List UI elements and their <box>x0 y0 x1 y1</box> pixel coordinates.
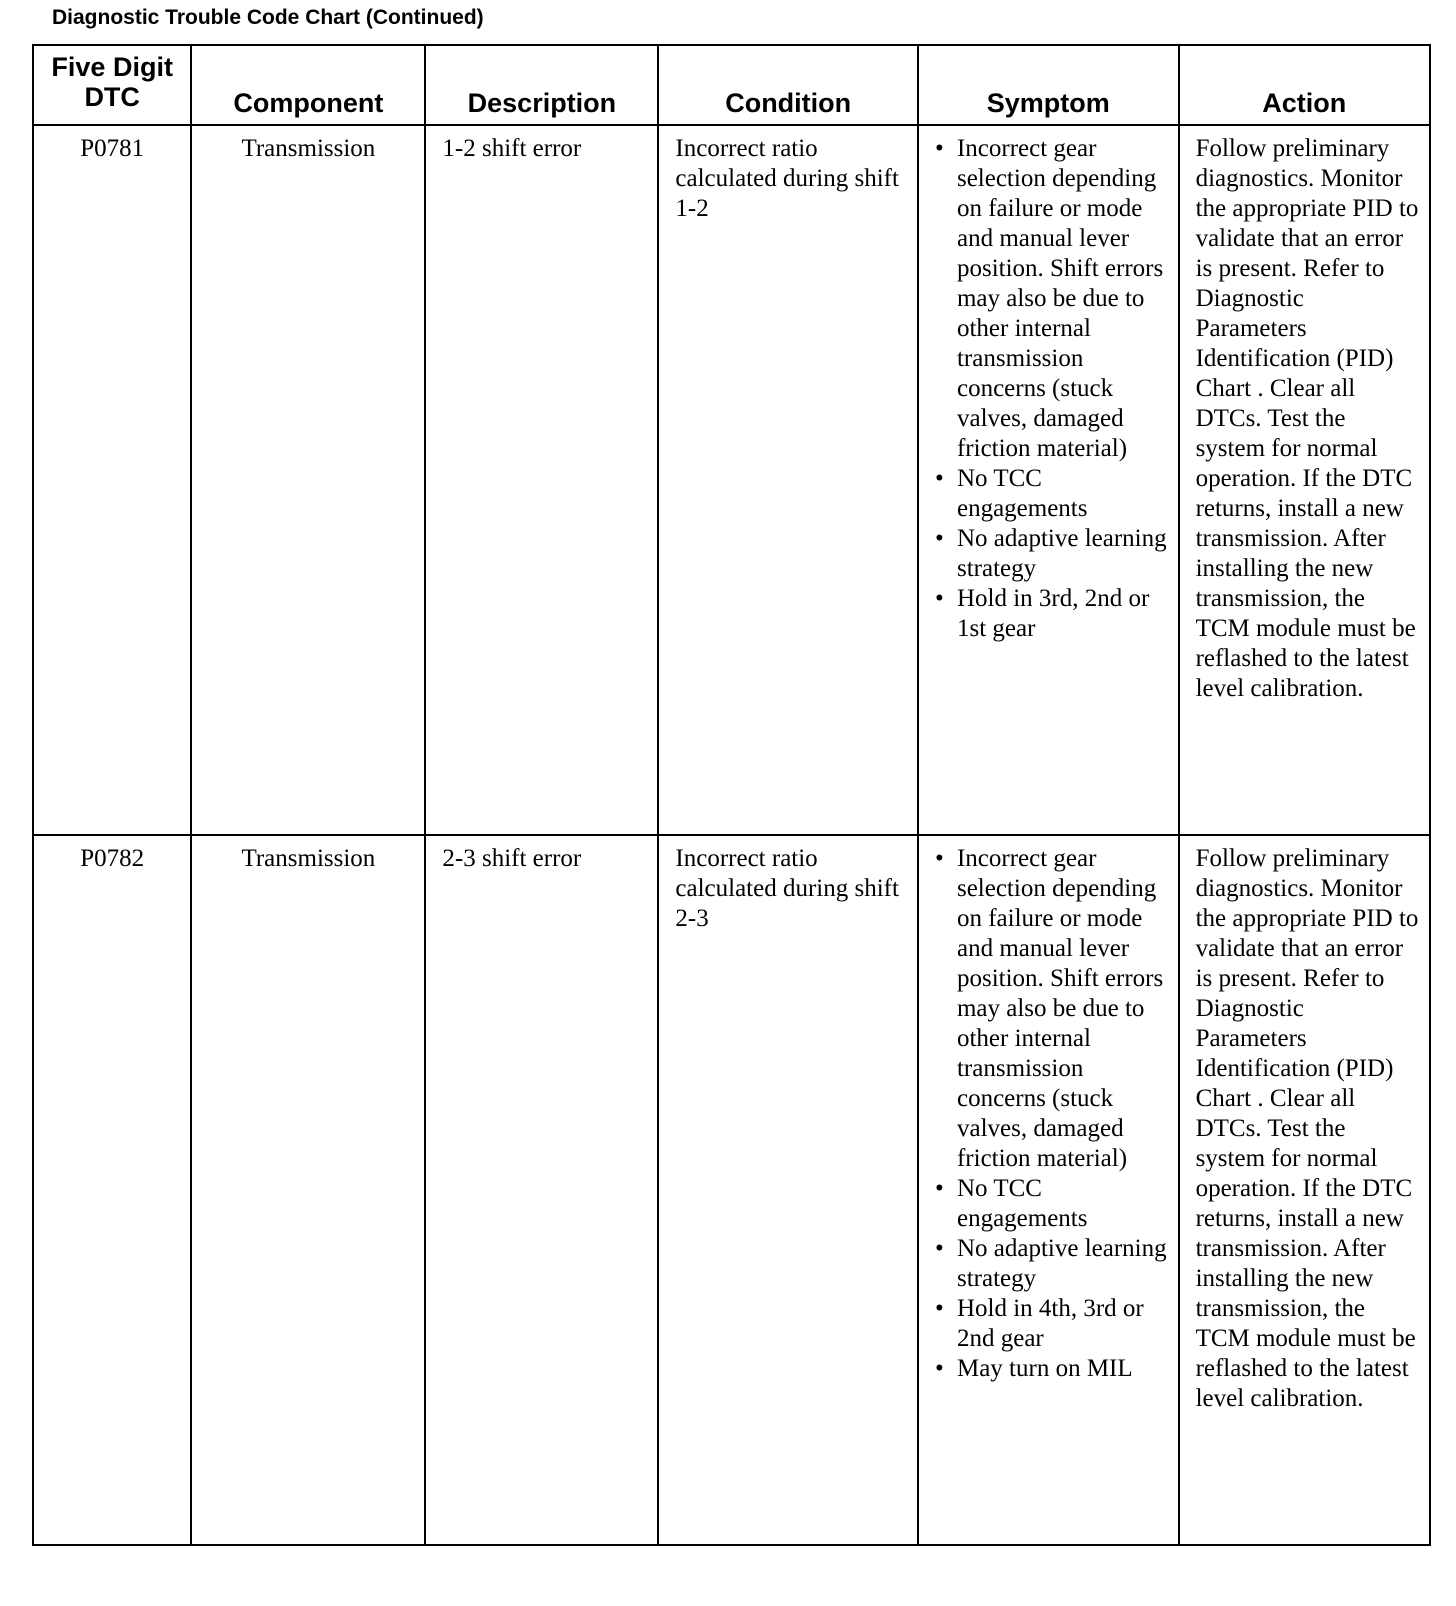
header-symptom: Symptom <box>918 45 1179 125</box>
action-cell: Follow preliminary diagnostics. Monitor the appropriate PID to validate that an error is present. Refer to Diagnostic Parameters Identification (PID) Chart . Clear all DTCs. Test the system for normal operation. If the DTC returns, install a new transmission. After installing the new transmission, the TCM module must be reflashed to the latest level calibration. <box>1179 835 1430 1545</box>
header-row <box>33 45 1430 125</box>
dtc-code: P0781 <box>33 125 191 835</box>
symptom-item: • Incorrect gear selection depending on failure or mode and manual lever position. Shift errors may also be due to other internal transmission concerns (stuck valves, damaged friction material) <box>935 134 1170 464</box>
symptom-item: • No TCC engagements <box>935 464 1170 524</box>
symptom-item: • May turn on MIL <box>935 1354 1170 1384</box>
page-title: Diagnostic Trouble Code Chart (Continued) <box>52 6 484 29</box>
description-cell: 1-2 shift error <box>425 125 658 835</box>
table-row <box>33 125 1430 835</box>
symptom-item: • No adaptive learning strategy <box>935 524 1170 584</box>
symptom-item: • No TCC engagements <box>935 1174 1170 1234</box>
action-cell: Follow preliminary diagnostics. Monitor the appropriate PID to validate that an error is present. Refer to Diagnostic Parameters Identification (PID) Chart . Clear all DTCs. Test the system for normal operation. If the DTC returns, install a new transmission. After installing the new transmission, the TCM module must be reflashed to the latest level calibration. <box>1179 125 1430 835</box>
symptom-item: • Incorrect gear selection depending on failure or mode and manual lever position. Shift errors may also be due to other internal transmission concerns (stuck valves, damaged friction material) <box>935 844 1170 1174</box>
header-dtc <box>33 45 191 125</box>
header-component: Component <box>191 45 425 125</box>
symptom-item: • Hold in 4th, 3rd or 2nd gear <box>935 1294 1170 1354</box>
header-description: Description <box>425 45 658 125</box>
dtc-chart-table <box>32 44 1431 1546</box>
symptom-list <box>935 134 1170 644</box>
symptom-cell <box>918 125 1179 835</box>
component-cell: Transmission <box>191 125 425 835</box>
symptom-item: • Hold in 3rd, 2nd or 1st gear <box>935 584 1170 644</box>
component-cell: Transmission <box>191 835 425 1545</box>
symptom-list <box>935 844 1170 1384</box>
description-cell: 2-3 shift error <box>425 835 658 1545</box>
symptom-item: • No adaptive learning strategy <box>935 1234 1170 1294</box>
dtc-code: P0782 <box>33 835 191 1545</box>
header-action: Action <box>1179 45 1430 125</box>
symptom-cell <box>918 835 1179 1545</box>
table-row <box>33 835 1430 1545</box>
header-dtc-label: Five Digit DTC <box>51 52 173 112</box>
condition-cell: Incorrect ratio calculated during shift 1-2 <box>658 125 918 835</box>
header-condition: Condition <box>658 45 918 125</box>
condition-cell: Incorrect ratio calculated during shift 2-3 <box>658 835 918 1545</box>
